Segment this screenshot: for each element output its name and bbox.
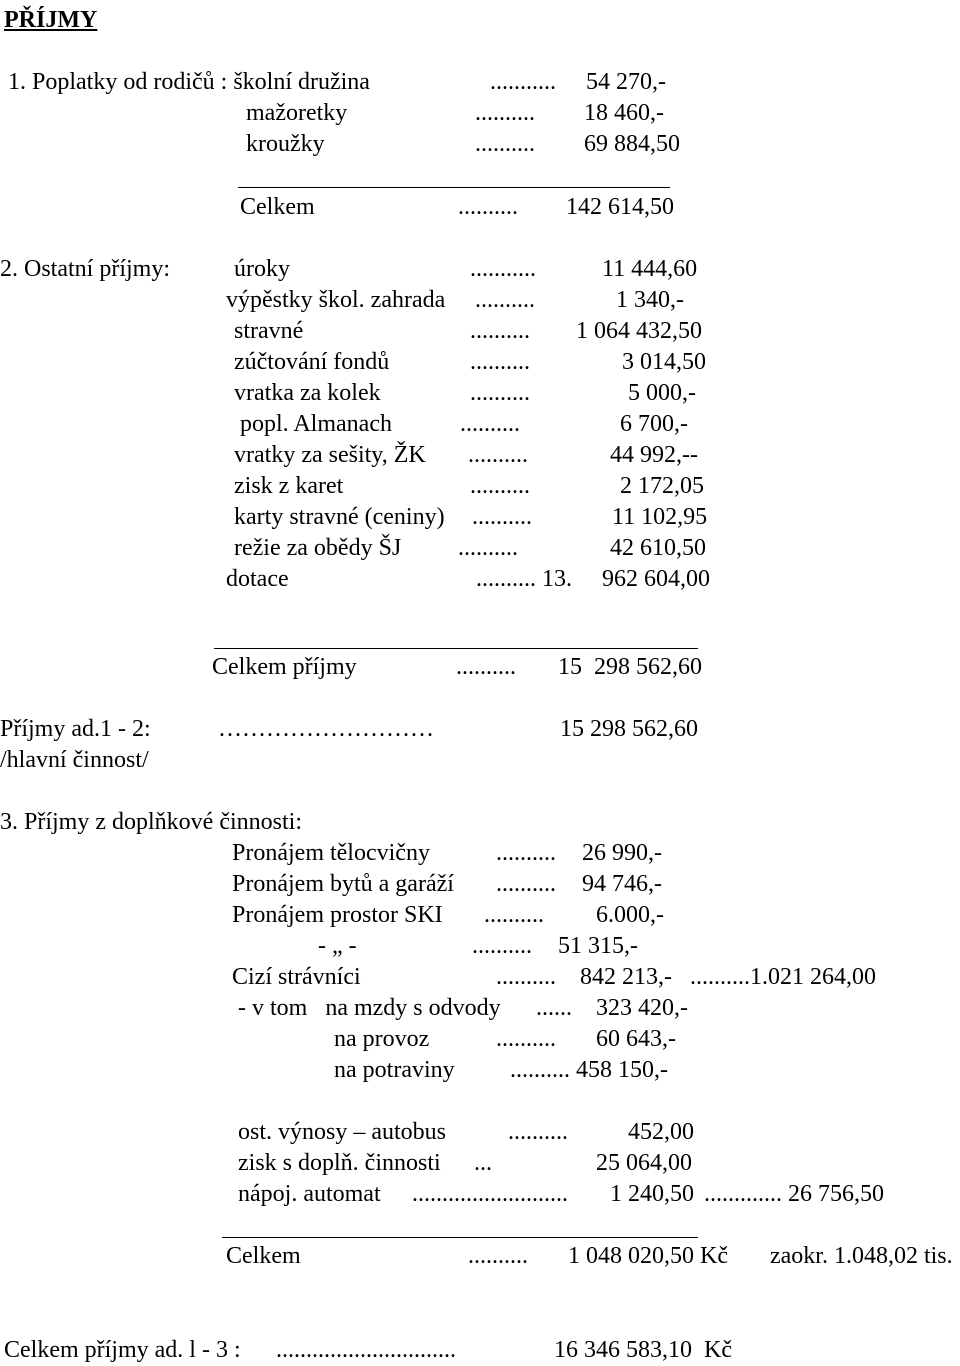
total-value: 1 048 020,50 Kč: [568, 1243, 728, 1269]
row-value: 962 604,00: [602, 566, 710, 592]
row-value: 69 884,50: [584, 131, 680, 157]
row-label: nápoj. automat: [238, 1181, 381, 1207]
row-dots: ..........................: [412, 1181, 568, 1207]
sum-1-2-dots: ………………………: [218, 716, 434, 742]
total-rule: [238, 187, 670, 188]
row-label: Pronájem bytů a garáží: [232, 871, 454, 897]
row-dots: ..........: [470, 349, 530, 375]
row-dots: ..........: [470, 473, 530, 499]
total-value: 142 614,50: [566, 194, 674, 220]
row-label: popl. Almanach: [240, 411, 392, 437]
row-value: 6 700,-: [620, 411, 688, 437]
row-dots: .......... 13.: [476, 566, 572, 592]
total-label: Celkem: [240, 194, 315, 220]
row-label: - „ -: [318, 933, 357, 959]
row-label: stravné: [234, 318, 304, 344]
row-label: mažoretky: [246, 100, 348, 126]
row-label: Cizí strávníci: [232, 964, 361, 990]
row-dots: ..........: [475, 131, 535, 157]
row-extra: ..........1.021 264,00: [690, 964, 876, 990]
row-label: úroky: [234, 256, 290, 282]
total-rule: [214, 648, 698, 649]
row-value: 44 992,--: [610, 442, 698, 468]
row-value: 5 000,-: [628, 380, 696, 406]
row-value: 25 064,00: [596, 1150, 692, 1176]
section-2-heading: 2. Ostatní příjmy:: [0, 256, 170, 282]
row-dots: ..........: [496, 964, 556, 990]
row-label: na provoz: [334, 1026, 430, 1052]
row-label: - v tom na mzdy s odvody: [238, 995, 501, 1021]
row-dots: ..........: [472, 933, 532, 959]
row-label: ost. výnosy – autobus: [238, 1119, 447, 1145]
sum-1-2-value: 15 298 562,60: [560, 716, 698, 742]
total-note: zaokr. 1.048,02 tis.: [770, 1243, 953, 1269]
grand-total-dots: ..............................: [276, 1337, 456, 1363]
row-value: 6.000,-: [596, 902, 664, 928]
row-value: 452,00: [628, 1119, 694, 1145]
row-dots: ..........: [475, 100, 535, 126]
row-dots: ...........: [470, 256, 536, 282]
row-label: kroužky: [246, 131, 325, 157]
row-label: na potraviny: [334, 1057, 455, 1083]
row-dots: ..........: [484, 902, 544, 928]
row-dots: ..........: [508, 1119, 568, 1145]
row-dots: ..........: [468, 442, 528, 468]
total-label: Celkem: [226, 1243, 301, 1269]
grand-total-value: 16 346 583,10 Kč: [554, 1337, 732, 1363]
section-1-heading-value: 54 270,-: [586, 69, 666, 95]
row-label: vratka za kolek: [234, 380, 381, 406]
row-value: 18 460,-: [584, 100, 664, 126]
total-dots: ..........: [456, 654, 516, 680]
row-value: 60 643,-: [596, 1026, 676, 1052]
row-extra: ............. 26 756,50: [704, 1181, 884, 1207]
sum-1-2-label: Příjmy ad.1 - 2:: [0, 716, 151, 742]
row-dots: ......: [536, 995, 572, 1021]
row-value: 94 746,-: [582, 871, 662, 897]
row-label: zisk s doplň. činnosti: [238, 1150, 441, 1176]
total-rule: [222, 1237, 698, 1238]
sum-1-2-sublabel: /hlavní činnost/: [0, 747, 149, 773]
total-label: Celkem příjmy: [212, 654, 357, 680]
section-1-heading-dots: ...........: [490, 69, 556, 95]
row-value: 842 213,-: [580, 964, 672, 990]
row-value: 42 610,50: [610, 535, 706, 561]
row-dots: ..........: [472, 504, 532, 530]
row-value: 26 990,-: [582, 840, 662, 866]
row-label: Pronájem prostor SKI: [232, 902, 443, 928]
grand-total-label: Celkem příjmy ad. l - 3 :: [4, 1337, 241, 1363]
section-1-heading: 1. Poplatky od rodičů : školní družina: [8, 69, 370, 95]
row-value: 11 444,60: [602, 256, 698, 282]
row-dots: ..........: [470, 380, 530, 406]
total-dots: ..........: [458, 194, 518, 220]
row-value: 2 172,05: [620, 473, 704, 499]
row-value: 3 014,50: [622, 349, 706, 375]
row-value: 323 420,-: [596, 995, 688, 1021]
total-dots: ..........: [468, 1243, 528, 1269]
page-title: PŘÍJMY: [4, 7, 98, 33]
row-value: 1 340,-: [616, 287, 684, 313]
row-dots: ..........: [475, 287, 535, 313]
row-label: dotace: [226, 566, 289, 592]
row-dots: ..........: [496, 840, 556, 866]
row-value: 1 240,50: [610, 1181, 694, 1207]
row-label: zúčtování fondů: [234, 349, 390, 375]
row-value: 11 102,95: [612, 504, 708, 530]
row-value: 51 315,-: [558, 933, 638, 959]
row-value: 458 150,-: [576, 1057, 668, 1083]
row-dots: ..........: [496, 1026, 556, 1052]
row-label: režie za obědy ŠJ: [234, 535, 402, 561]
row-dots: ..........: [460, 411, 520, 437]
row-label: karty stravné (ceniny): [234, 504, 445, 530]
row-dots: ..........: [458, 535, 518, 561]
row-dots: ..........: [510, 1057, 570, 1083]
row-label: výpěstky škol. zahrada: [226, 287, 446, 313]
row-dots: ..........: [496, 871, 556, 897]
row-label: zisk z karet: [234, 473, 344, 499]
row-dots: ..........: [470, 318, 530, 344]
section-3-heading: 3. Příjmy z doplňkové činnosti:: [0, 809, 302, 835]
row-label: vratky za sešity, ŽK: [234, 442, 426, 468]
row-dots: ...: [474, 1150, 492, 1176]
total-value: 15 298 562,60: [558, 654, 702, 680]
row-value: 1 064 432,50: [576, 318, 702, 344]
row-label: Pronájem tělocvičny: [232, 840, 430, 866]
